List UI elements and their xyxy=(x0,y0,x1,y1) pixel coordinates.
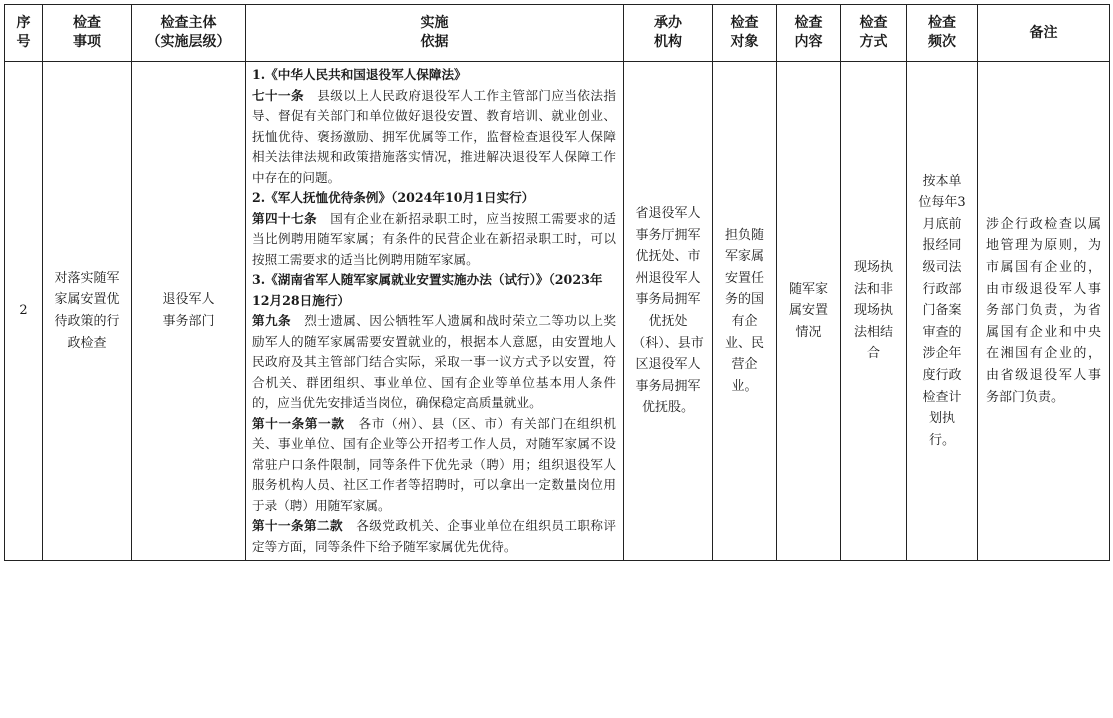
header-subject: 检查主体 （实施层级） xyxy=(132,5,246,62)
cell-content: 随军家属安置情况 xyxy=(777,62,841,561)
header-row xyxy=(5,5,1110,62)
law-article xyxy=(252,209,616,271)
header-target: 检查 对象 xyxy=(713,5,777,62)
cell-target: 担负随军家属安置任务的国有企业、民营企业。 xyxy=(713,62,777,561)
cell-seq: 2 xyxy=(5,62,43,561)
cell-agency: 省退役军人事务厅拥军优抚处、市州退役军人事务局拥军优抚处（科）、县市区退役军人事务局拥军优抚股。 xyxy=(624,62,713,561)
law-title: 3.《湖南省军人随军家属就业安置实施办法（试行）》（2023年12月28日施行） xyxy=(252,272,603,308)
header-basis: 实施 依据 xyxy=(246,5,624,62)
law-title: 1.《中华人民共和国退役军人保障法》 xyxy=(252,67,467,82)
header-item: 检查 事项 xyxy=(43,5,132,62)
cell-frequency: 按本单位每年3月底前报经同级司法行政部门备案审查的涉企年度行政检查计划执行。 xyxy=(907,62,978,561)
cell-remark: 涉企行政检查以属地管理为原则，为市属国有企业的，由市级退役军人事务部门负责，为省属国有企业和中央在湘国有企业的，由省级退役军人事务部门负责。 xyxy=(978,62,1110,561)
article-label: 第十一条第二款 xyxy=(252,518,344,533)
article-text: 国有企业在新招录职工时，应当按照工需要求的适当比例聘用随军家属；有条件的民营企业在新招录职工时，可以按照工需要求的适当比例聘用随军家属。 xyxy=(252,210,616,267)
article-text: 各市（州）、县（区、市）有关部门在组织机关、事业单位、国有企业等公开招考工作人员，对随军家属不设常驻户口条件限制，同等条件下优先录（聘）用；组织退役军人服务机构人员、社区工作者等招聘时，可以拿出一定数量岗位用于录（聘）用随军家属。 xyxy=(252,415,617,513)
article-label: 七十一条 xyxy=(252,87,305,103)
header-method: 检查 方式 xyxy=(841,5,907,62)
table-row xyxy=(5,62,1110,561)
article-label: 第十一条第一款 xyxy=(252,415,345,431)
law-title: 2.《军人抚恤优待条例》（2024年10月1日实行） xyxy=(252,190,535,205)
inspection-table xyxy=(4,4,1110,561)
law-article xyxy=(252,86,616,189)
header-frequency: 检查 频次 xyxy=(907,5,978,62)
header-content: 检查 内容 xyxy=(777,5,841,62)
law-article xyxy=(252,311,616,414)
header-seq: 序 号 xyxy=(5,5,43,62)
cell-basis xyxy=(246,62,624,561)
article-label: 第九条 xyxy=(252,313,292,328)
article-label: 第四十七条 xyxy=(252,210,318,226)
article-text: 县级以上人民政府退役军人工作主管部门应当依法指导、督促有关部门和单位做好退役安置、教育培训、就业创业、抚恤优待、褒扬激励、拥军优属等工作，监督检查退役军人保障相关法律法规和政策措施落实情况，推进解决退役军人保障工作中存在的问题。 xyxy=(252,87,617,185)
article-text: 烈士遗属、因公牺牲军人遗属和战时荣立二等功以上奖励军人的随军家属需要安置就业的，根据本人意愿，由安置地人民政府及其主管部门结合实际，采取一事一议方式予以安置，符合机关、群团组织、事业单位、国有企业等单位基本用人条件的，应当优先安排适当岗位，确保稳定高质量就业。 xyxy=(252,313,617,410)
header-remark: 备注 xyxy=(978,5,1110,62)
cell-method: 现场执法和非现场执法相结合 xyxy=(841,62,907,561)
cell-item: 对落实随军家属安置优待政策的行政检查 xyxy=(43,62,132,561)
law-article xyxy=(252,414,616,517)
cell-subject: 退役军人事务部门 xyxy=(132,62,246,561)
article-text: 各级党政机关、企事业单位在组织员工职称评定等方面，同等条件下给予随军家属优先优待。 xyxy=(252,518,617,554)
header-agency: 承办 机构 xyxy=(624,5,713,62)
law-article xyxy=(252,516,616,557)
